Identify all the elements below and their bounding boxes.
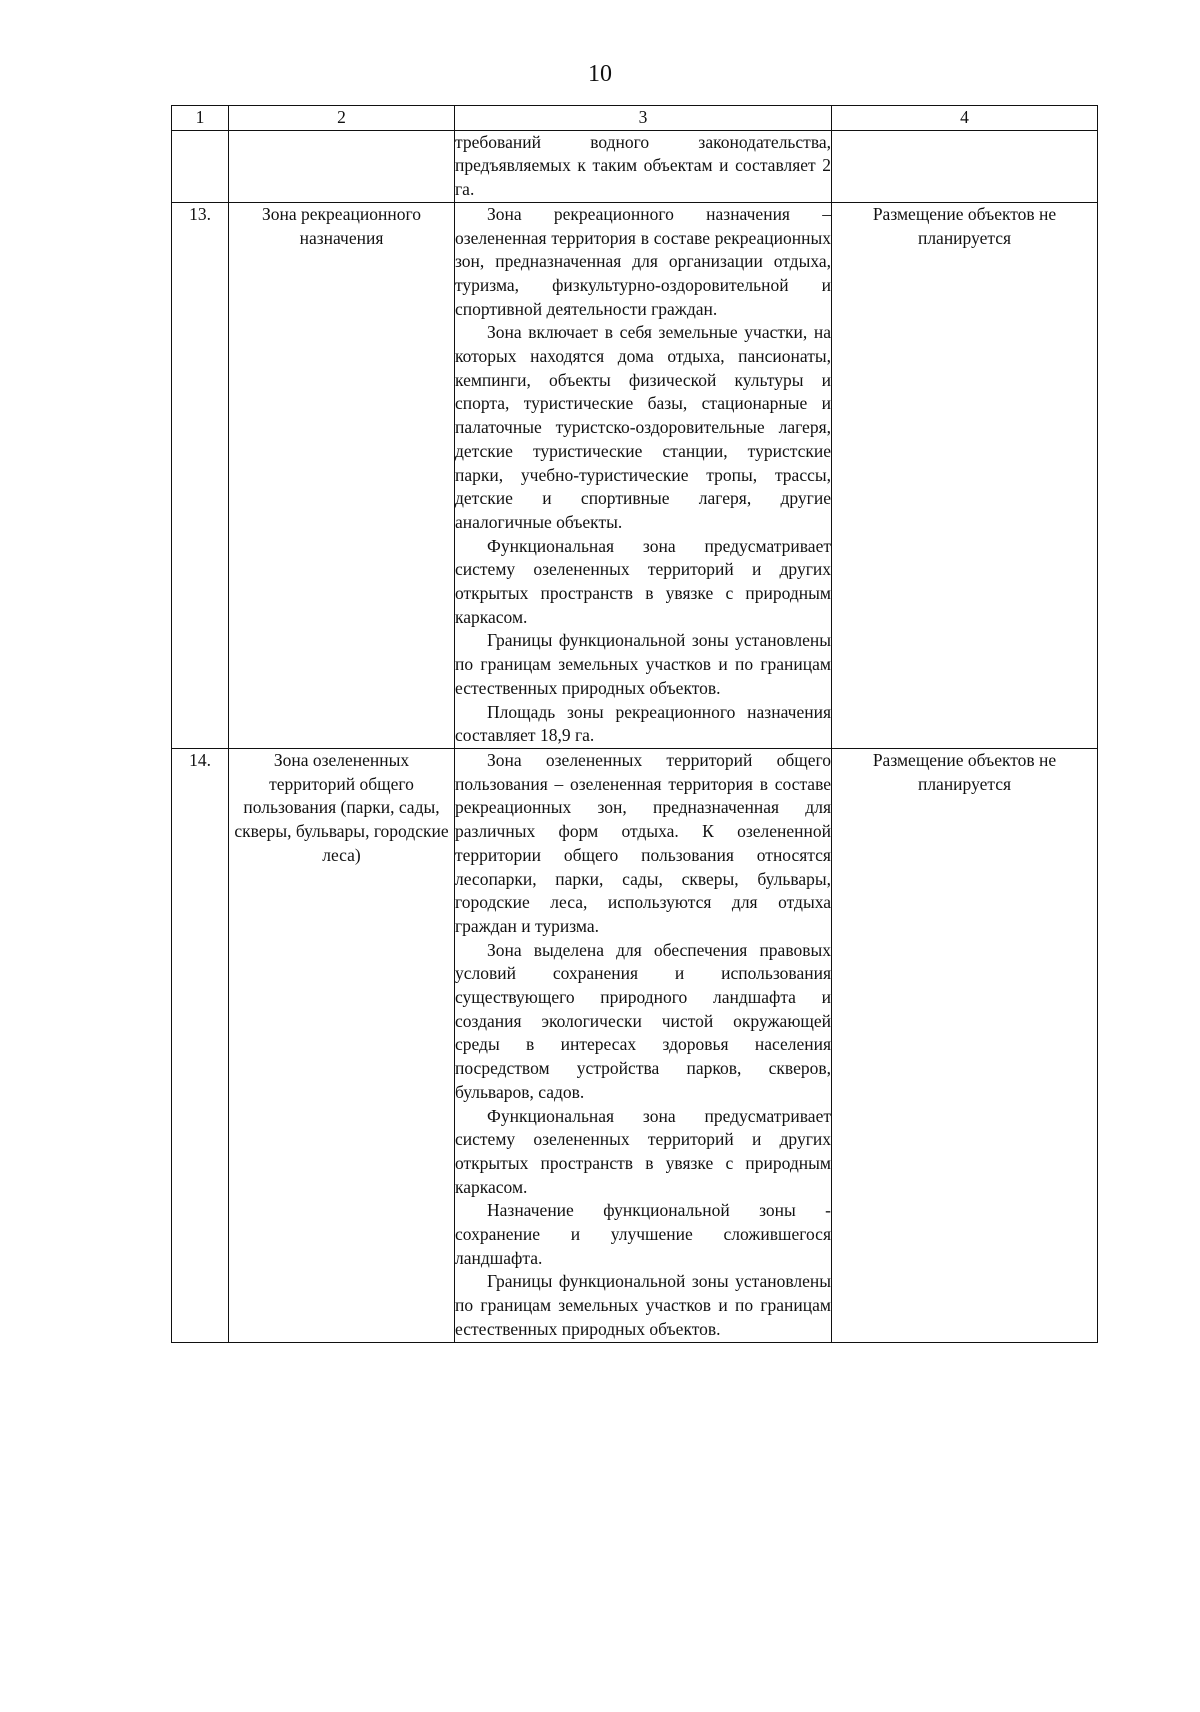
zone-name (229, 130, 455, 202)
zones-table (171, 105, 1098, 1343)
table-header-row (172, 106, 1098, 131)
table-row-13 (172, 202, 1098, 748)
zone-description (455, 748, 832, 1342)
description-paragraph: Зона рекреационного назначения – озелененная территория в составе рекреационных зон, предназначенная для организации отдыха, туризма, физкультурно-оздоровительной и спортивной деятельности граждан. (455, 203, 831, 319)
description-paragraph: Границы функциональной зоны установлены по границам земельных участков и по границам естественных природных объектов. (455, 630, 831, 698)
description-paragraph: Функциональная зона предусматривает систему озелененных территорий и других открытых пространств в увязке с природным каркасом. (455, 535, 831, 627)
zone-name: Зона озелененных территорий общего пользования (парки, сады, скверы, бульвары, городские леса) (229, 748, 455, 1342)
description-paragraph: Зона включает в себя земельные участки, на которых находятся дома отдыха, пансионаты, кемпинги, объекты физической культуры и спорта, туристические базы, стационарные и палаточные туристско-оздоровительные лагеря, детские туристические станции, туристские парки, учебно-туристические тропы, трассы, детские и спортивные лагеря, другие аналогичные объекты. (455, 322, 831, 532)
description-paragraph: Назначение функциональной зоны - сохранение и улучшение сложившегося ландшафта. (455, 1200, 831, 1268)
column-header-1: 1 (172, 106, 229, 131)
description-paragraph: Зона озелененных территорий общего пользования – озелененная территория в составе рекреационных зон, предназначенная для различных форм отдыха. К озелененной территории общего пользования относятся лесопарки, парки, сады, скверы, бульвары, городские леса, используются для отдыха граждан и туризма. (455, 749, 831, 936)
zone-description (455, 130, 832, 202)
table-row-continuation (172, 130, 1098, 202)
description-paragraph: требований водного законодательства, предъявляемых к таким объектам и составляет 2 га. (455, 131, 831, 200)
column-header-4: 4 (832, 106, 1098, 131)
description-paragraph: Функциональная зона предусматривает систему озелененных территорий и других открытых пространств в увязке с природным каркасом. (455, 1105, 831, 1197)
zone-name: Зона рекреационного назначения (229, 202, 455, 748)
row-number: 14. (172, 748, 229, 1342)
description-paragraph: Границы функциональной зоны установлены по границам земельных участков и по границам естественных природных объектов. (455, 1271, 831, 1339)
column-header-2: 2 (229, 106, 455, 131)
row-number (172, 130, 229, 202)
zone-description (455, 202, 832, 748)
description-paragraph: Зона выделена для обеспечения правовых условий сохранения и использования существующего природного ландшафта и создания экологически чистой окружающей среды в интересах здоровья населения посредством устройства парков, скверов, бульваров, садов. (455, 939, 831, 1102)
planned-objects: Размещение объектов не планируется (832, 202, 1098, 748)
row-number: 13. (172, 202, 229, 748)
page-number: 10 (588, 61, 612, 87)
column-header-3: 3 (455, 106, 832, 131)
description-paragraph: Площадь зоны рекреационного назначения составляет 18,9 га. (455, 701, 831, 746)
table-row-14 (172, 748, 1098, 1342)
planned-objects (832, 130, 1098, 202)
planned-objects: Размещение объектов не планируется (832, 748, 1098, 1342)
